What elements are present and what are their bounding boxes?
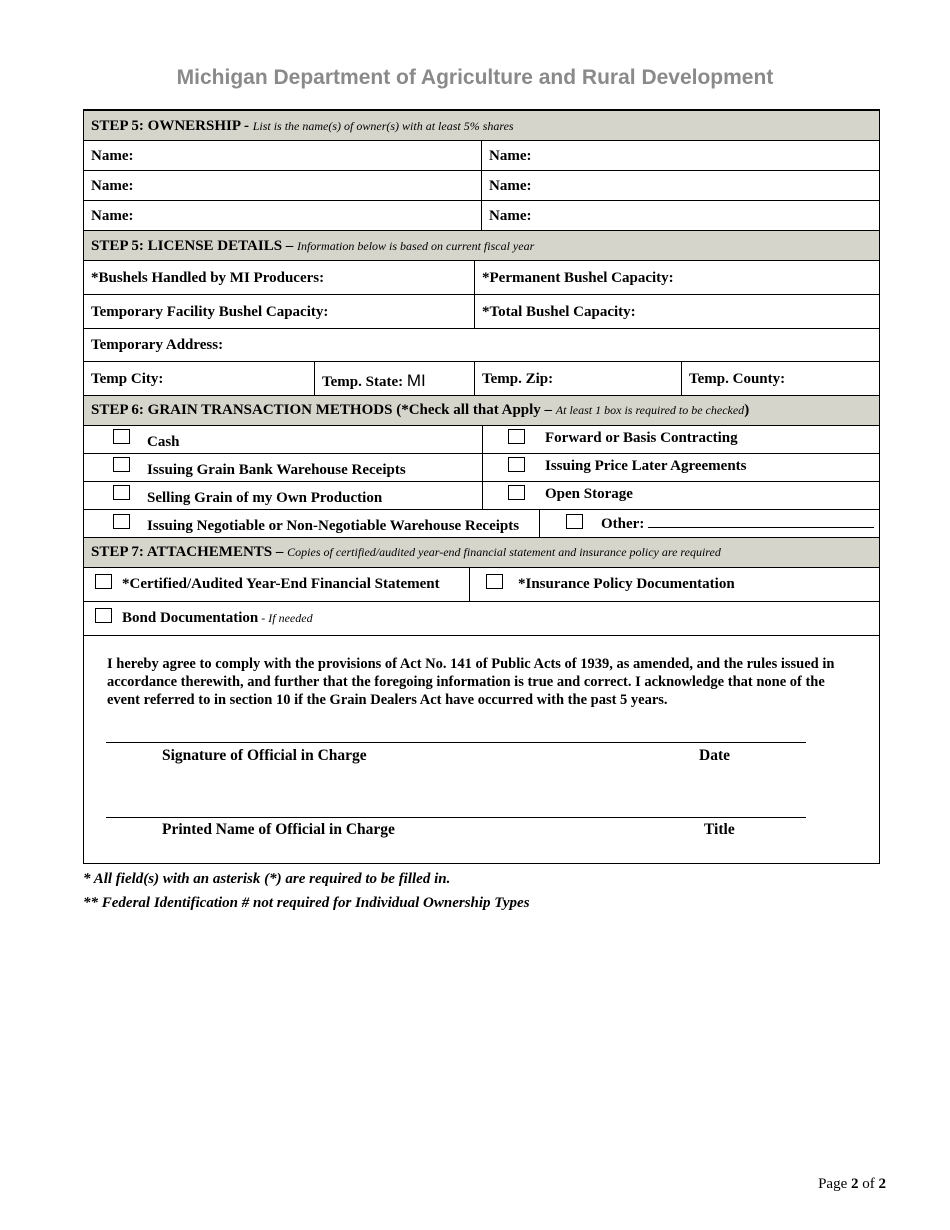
printed-name-label: Printed Name of Official in Charge: [162, 821, 395, 838]
negotiable-label: Issuing Negotiable or Non-Negotiable Warehouse Receipts: [147, 518, 520, 534]
signature-line[interactable]: [106, 742, 806, 743]
attachments-title: STEP 7: ATTACHEMENTS – Copies of certified/audited year-end financial statement and insurance policy are required: [91, 544, 721, 560]
permanent-capacity-field[interactable]: *Permanent Bushel Capacity:: [482, 270, 674, 286]
application-form: [83, 109, 880, 864]
own-production-label: Selling Grain of my Own Production: [147, 490, 383, 506]
temp-address-field[interactable]: Temporary Address:: [91, 337, 224, 353]
methods-title: STEP 6: GRAIN TRANSACTION METHODS (*Check all that Apply – At least 1 box is required to be checked): [91, 402, 750, 418]
forward-label: Forward or Basis Contracting: [545, 430, 738, 446]
temp-city-field[interactable]: Temp City:: [91, 371, 164, 387]
financial-checkbox[interactable]: [95, 574, 112, 589]
owner-name-label-1[interactable]: Name:: [91, 148, 134, 164]
temp-county-field[interactable]: Temp. County:: [689, 371, 786, 387]
bond-label: Bond Documentation - If needed: [122, 610, 313, 626]
declaration-text: I hereby agree to comply with the provisions of Act No. 141 of Public Acts of 1939, as amended, and the rules issued in accordance therewith, and further that the foregoing information is true and correct. I acknowledge that none of the event referred to in section 10 if the Grain Dealers Act have occurred with the past 5 years.: [107, 656, 835, 708]
license-title: STEP 5: LICENSE DETAILS – Information below is based on current fiscal year: [91, 238, 535, 254]
grain-bank-checkbox[interactable]: [113, 457, 130, 472]
negotiable-checkbox[interactable]: [113, 514, 130, 529]
temp-zip-field[interactable]: Temp. Zip:: [482, 371, 554, 387]
title-label: Title: [704, 821, 735, 838]
owner-name-label-5[interactable]: Name:: [91, 208, 134, 224]
insurance-label: *Insurance Policy Documentation: [518, 576, 735, 592]
owner-name-label-3[interactable]: Name:: [91, 178, 134, 194]
price-later-label: Issuing Price Later Agreements: [545, 458, 747, 474]
printed-name-line[interactable]: [106, 817, 806, 818]
owner-name-label-2[interactable]: Name:: [489, 148, 532, 164]
asterisk-footnote: * All field(s) with an asterisk (*) are required to be filled in.: [83, 871, 451, 887]
price-later-checkbox[interactable]: [508, 457, 525, 472]
insurance-checkbox[interactable]: [486, 574, 503, 589]
bushels-mi-field[interactable]: *Bushels Handled by MI Producers:: [91, 270, 325, 286]
forward-checkbox[interactable]: [508, 429, 525, 444]
temp-state-field[interactable]: Temp. State: MI: [322, 371, 426, 390]
temp-state-value: MI: [406, 371, 426, 390]
date-label: Date: [699, 747, 730, 764]
owner-name-label-6[interactable]: Name:: [489, 208, 532, 224]
open-storage-label: Open Storage: [545, 486, 633, 502]
ownership-title: STEP 5: OWNERSHIP - List is the name(s) of owner(s) with at least 5% shares: [91, 118, 514, 134]
other-field[interactable]: Other:: [601, 513, 874, 533]
other-line: [648, 513, 874, 528]
owner-name-label-4[interactable]: Name:: [489, 178, 532, 194]
cash-checkbox[interactable]: [113, 429, 130, 444]
other-checkbox[interactable]: [566, 514, 583, 529]
federal-footnote: ** Federal Identification # not required for Individual Ownership Types: [83, 895, 530, 911]
agency-title: Michigan Department of Agriculture and Rural Development: [176, 66, 774, 89]
cash-label: Cash: [147, 434, 180, 450]
signature-label: Signature of Official in Charge: [162, 747, 367, 764]
own-production-checkbox[interactable]: [113, 485, 130, 500]
temp-capacity-field[interactable]: Temporary Facility Bushel Capacity:: [91, 304, 329, 320]
bond-checkbox[interactable]: [95, 608, 112, 623]
financial-label: *Certified/Audited Year-End Financial Statement: [122, 576, 440, 592]
open-storage-checkbox[interactable]: [508, 485, 525, 500]
total-capacity-field[interactable]: *Total Bushel Capacity:: [482, 304, 636, 320]
grain-bank-label: Issuing Grain Bank Warehouse Receipts: [147, 462, 406, 478]
page-number: Page 2 of 2: [818, 1176, 886, 1192]
